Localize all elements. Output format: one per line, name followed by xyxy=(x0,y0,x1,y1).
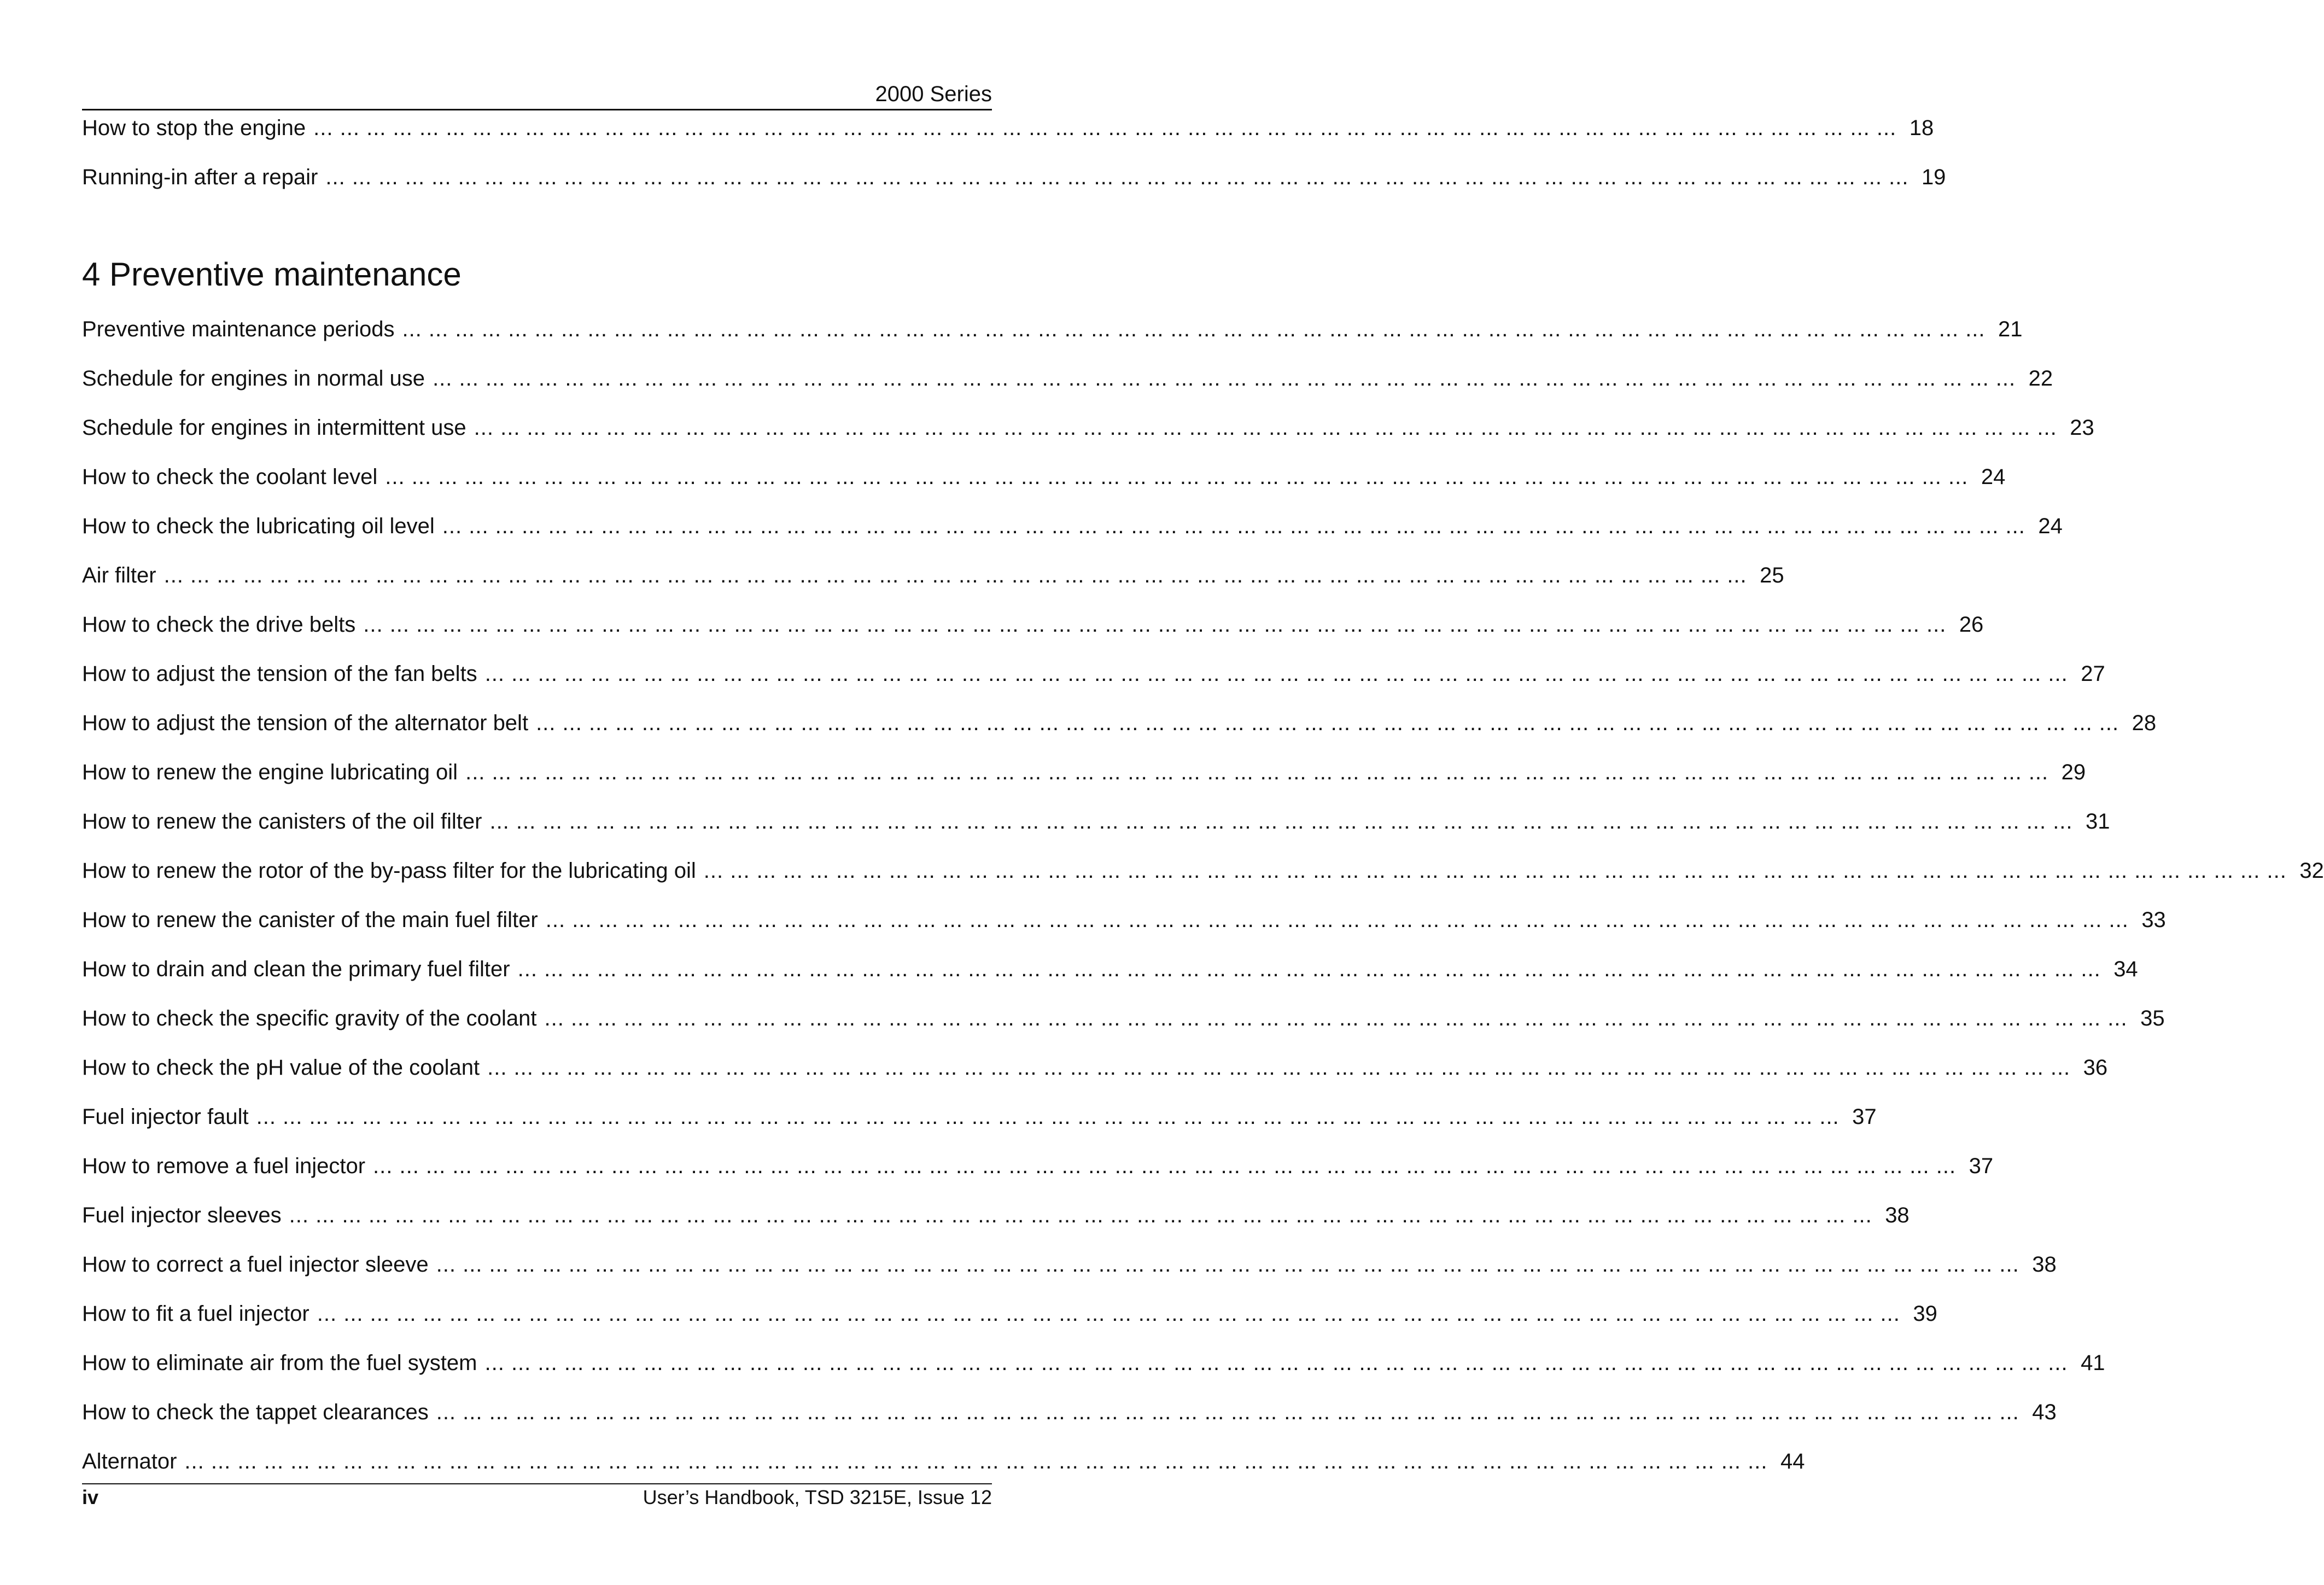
dot-leader: ... ... ... ... ... ... ... ... ... ... ... ... ... ... ... ... ... ... ... ... ... ... ... ... ... ... ... ... ... ... ... ... ... ... ... ... ... ... ... ... ... ... ... ... ... ... ... ... ... ... ... ... ... ... ... ... ... ... ... ... xyxy=(484,1351,2068,1375)
dot-leader: ... ... ... ... ... ... ... ... ... ... ... ... ... ... ... ... ... ... ... ... ... ... ... ... ... ... ... ... ... ... ... ... ... ... ... ... ... ... ... ... ... ... ... ... ... ... ... ... ... ... ... ... ... ... ... ... ... ... ... ... xyxy=(545,908,2129,932)
toc-entry-title: How to adjust the tension of the alternator belt xyxy=(82,711,529,735)
toc-entry-title: How to correct a fuel injector sleeve xyxy=(82,1252,429,1277)
dot-leader: ... ... ... ... ... ... ... ... ... ... ... ... ... ... ... ... ... ... ... ... ... ... ... ... ... ... ... ... ... ... ... ... ... ... ... ... ... ... ... ... ... ... ... ... ... ... ... ... ... ... ... ... ... ... ... ... ... ... ... ... xyxy=(363,613,1947,637)
toc-entry-title: Fuel injector sleeves xyxy=(82,1203,282,1227)
toc-entry-title: Schedule for engines in normal use xyxy=(82,366,425,391)
dot-leader: ... ... ... ... ... ... ... ... ... ... ... ... ... ... ... ... ... ... ... ... ... ... ... ... ... ... ... ... ... ... ... ... ... ... ... ... ... ... ... ... ... ... ... ... ... ... ... ... ... ... ... ... ... ... ... ... ... ... ... ... xyxy=(325,165,1909,189)
toc-entry-page: 37 xyxy=(1852,1105,1877,1129)
dot-leader: ... ... ... ... ... ... ... ... ... ... ... ... ... ... ... ... ... ... ... ... ... ... ... ... ... ... ... ... ... ... ... ... ... ... ... ... ... ... ... ... ... ... ... ... ... ... ... ... ... ... ... ... ... ... ... ... ... ... ... ... xyxy=(442,514,2025,538)
dot-leader: ... ... ... ... ... ... ... ... ... ... ... ... ... ... ... ... ... ... ... ... ... ... ... ... ... ... ... ... ... ... ... ... ... ... ... ... ... ... ... ... ... ... ... ... ... ... ... ... ... ... ... ... ... ... ... ... ... ... ... ... xyxy=(256,1105,1840,1129)
dot-leader: ... ... ... ... ... ... ... ... ... ... ... ... ... ... ... ... ... ... ... ... ... ... ... ... ... ... ... ... ... ... ... ... ... ... ... ... ... ... ... ... ... ... ... ... ... ... ... ... ... ... ... ... ... ... ... ... ... ... ... ... xyxy=(184,1449,1768,1473)
toc-entry-title: How to check the coolant level xyxy=(82,465,378,489)
toc-entry-page: 38 xyxy=(1885,1203,1910,1227)
toc-entry-page: 23 xyxy=(2070,416,2094,440)
footer-page-number: iv xyxy=(82,1486,99,1508)
toc-entry-title: How to remove a fuel injector xyxy=(82,1154,366,1178)
toc-entry-title: How to stop the engine xyxy=(82,116,306,140)
toc-entry-page: 32 xyxy=(2299,859,2324,883)
toc-entry[interactable] xyxy=(82,1350,2105,1399)
toc-entry-page: 29 xyxy=(2061,760,2086,784)
toc-entry-title: How to check the pH value of the coolant xyxy=(82,1056,480,1080)
toc-entry-title: How to renew the canisters of the oil filter xyxy=(82,809,482,834)
toc-entry[interactable] xyxy=(82,1104,1877,1153)
toc-entry-title: How to check the lubricating oil level xyxy=(82,514,435,538)
toc-entry-title: How to renew the canister of the main fuel filter xyxy=(82,908,538,932)
toc-entry-page: 36 xyxy=(2083,1056,2108,1080)
footer-rule xyxy=(82,1483,992,1484)
dot-leader: ... ... ... ... ... ... ... ... ... ... ... ... ... ... ... ... ... ... ... ... ... ... ... ... ... ... ... ... ... ... ... ... ... ... ... ... ... ... ... ... ... ... ... ... ... ... ... ... ... ... ... ... ... ... ... ... ... ... ... ... xyxy=(402,317,1986,341)
toc-entry[interactable] xyxy=(82,1202,1910,1251)
toc-entry-page: 24 xyxy=(2038,514,2063,538)
toc-entry-title: Preventive maintenance periods xyxy=(82,317,395,341)
dot-leader: ... ... ... ... ... ... ... ... ... ... ... ... ... ... ... ... ... ... ... ... ... ... ... ... ... ... ... ... ... ... ... ... ... ... ... ... ... ... ... ... ... ... ... ... ... ... ... ... ... ... ... ... ... ... ... ... ... ... ... ... xyxy=(544,1006,2128,1030)
toc-entry-page: 41 xyxy=(2081,1351,2105,1375)
dot-leader: ... ... ... ... ... ... ... ... ... ... ... ... ... ... ... ... ... ... ... ... ... ... ... ... ... ... ... ... ... ... ... ... ... ... ... ... ... ... ... ... ... ... ... ... ... ... ... ... ... ... ... ... ... ... ... ... ... ... ... ... xyxy=(465,760,2049,784)
dot-leader: ... ... ... ... ... ... ... ... ... ... ... ... ... ... ... ... ... ... ... ... ... ... ... ... ... ... ... ... ... ... ... ... ... ... ... ... ... ... ... ... ... ... ... ... ... ... ... ... ... ... ... ... ... ... ... ... ... ... ... ... xyxy=(489,809,2073,834)
toc-entry[interactable] xyxy=(82,464,2006,513)
dot-leader: ... ... ... ... ... ... ... ... ... ... ... ... ... ... ... ... ... ... ... ... ... ... ... ... ... ... ... ... ... ... ... ... ... ... ... ... ... ... ... ... ... ... ... ... ... ... ... ... ... ... ... ... ... ... ... ... ... ... ... ... xyxy=(484,662,2068,686)
toc-entry-page: 43 xyxy=(2032,1400,2057,1424)
chapter-toc-list xyxy=(82,316,2324,1497)
toc-entry-page: 39 xyxy=(1913,1302,1937,1326)
dot-leader: ... ... ... ... ... ... ... ... ... ... ... ... ... ... ... ... ... ... ... ... ... ... ... ... ... ... ... ... ... ... ... ... ... ... ... ... ... ... ... ... ... ... ... ... ... ... ... ... ... ... ... ... ... ... ... ... ... ... ... ... xyxy=(164,563,1747,587)
dot-leader: ... ... ... ... ... ... ... ... ... ... ... ... ... ... ... ... ... ... ... ... ... ... ... ... ... ... ... ... ... ... ... ... ... ... ... ... ... ... ... ... ... ... ... ... ... ... ... ... ... ... ... ... ... ... ... ... ... ... ... ... xyxy=(317,1302,1900,1326)
toc-entry[interactable] xyxy=(82,858,2324,907)
dot-leader: ... ... ... ... ... ... ... ... ... ... ... ... ... ... ... ... ... ... ... ... ... ... ... ... ... ... ... ... ... ... ... ... ... ... ... ... ... ... ... ... ... ... ... ... ... ... ... ... ... ... ... ... ... ... ... ... ... ... ... ... xyxy=(433,366,2016,391)
toc-entry[interactable] xyxy=(82,956,2138,1005)
dot-leader: ... ... ... ... ... ... ... ... ... ... ... ... ... ... ... ... ... ... ... ... ... ... ... ... ... ... ... ... ... ... ... ... ... ... ... ... ... ... ... ... ... ... ... ... ... ... ... ... ... ... ... ... ... ... ... ... ... ... ... ... xyxy=(385,465,1969,489)
dot-leader: ... ... ... ... ... ... ... ... ... ... ... ... ... ... ... ... ... ... ... ... ... ... ... ... ... ... ... ... ... ... ... ... ... ... ... ... ... ... ... ... ... ... ... ... ... ... ... ... ... ... ... ... ... ... ... ... ... ... ... ... xyxy=(474,416,2057,440)
toc-entry-page: 35 xyxy=(2140,1006,2165,1030)
toc-entry-page: 44 xyxy=(1780,1449,1805,1473)
toc-entry[interactable] xyxy=(82,1153,1994,1202)
toc-entry-title: Running-in after a repair xyxy=(82,165,318,189)
toc-entry-page: 18 xyxy=(1909,116,1934,140)
toc-entry[interactable] xyxy=(82,1054,2108,1104)
toc-entry[interactable] xyxy=(82,661,2105,710)
toc-entry-title: How to fit a fuel injector xyxy=(82,1302,310,1326)
toc-entry-title: How to drain and clean the primary fuel filter xyxy=(82,957,510,981)
toc-entry-page: 25 xyxy=(1760,563,1784,587)
dot-leader: ... ... ... ... ... ... ... ... ... ... ... ... ... ... ... ... ... ... ... ... ... ... ... ... ... ... ... ... ... ... ... ... ... ... ... ... ... ... ... ... ... ... ... ... ... ... ... ... ... ... ... ... ... ... ... ... ... ... ... ... xyxy=(487,1056,2071,1080)
chapter-heading: 4 Preventive maintenance xyxy=(82,256,462,293)
toc-entry-title: How to renew the rotor of the by-pass filter for the lubricating oil xyxy=(82,859,696,883)
toc-entry[interactable] xyxy=(82,710,2157,759)
dot-leader: ... ... ... ... ... ... ... ... ... ... ... ... ... ... ... ... ... ... ... ... ... ... ... ... ... ... ... ... ... ... ... ... ... ... ... ... ... ... ... ... ... ... ... ... ... ... ... ... ... ... ... ... ... ... ... ... ... ... ... ... xyxy=(703,859,2287,883)
toc-entry-title: How to check the tappet clearances xyxy=(82,1400,429,1424)
toc-entry-page: 34 xyxy=(2113,957,2138,981)
running-header: 2000 Series xyxy=(875,82,992,106)
toc-entry[interactable] xyxy=(82,1005,2165,1054)
toc-entry[interactable] xyxy=(82,164,1946,213)
toc-entry-title: Schedule for engines in intermittent use xyxy=(82,416,466,440)
toc-entry-title: How to eliminate air from the fuel system xyxy=(82,1351,477,1375)
toc-entry-page: 28 xyxy=(2132,711,2157,735)
toc-entry-title: How to adjust the tension of the fan belts xyxy=(82,662,477,686)
toc-entry-page: 31 xyxy=(2086,809,2110,834)
toc-entry-title: How to check the specific gravity of the coolant xyxy=(82,1006,537,1030)
dot-leader: ... ... ... ... ... ... ... ... ... ... ... ... ... ... ... ... ... ... ... ... ... ... ... ... ... ... ... ... ... ... ... ... ... ... ... ... ... ... ... ... ... ... ... ... ... ... ... ... ... ... ... ... ... ... ... ... ... ... ... ... xyxy=(373,1154,1957,1178)
toc-entry[interactable] xyxy=(82,365,2053,415)
toc-entry-page: 22 xyxy=(2028,366,2053,391)
toc-entry-page: 19 xyxy=(1921,165,1946,189)
toc-entry-page: 38 xyxy=(2032,1252,2057,1277)
toc-entry[interactable] xyxy=(82,1399,2057,1448)
toc-entry[interactable] xyxy=(82,513,2063,562)
toc-entry-title: Air filter xyxy=(82,563,156,587)
toc-entry-page: 26 xyxy=(1959,613,1984,637)
toc-entry[interactable] xyxy=(82,316,2023,365)
toc-entry-title: How to check the drive belts xyxy=(82,613,356,637)
dot-leader: ... ... ... ... ... ... ... ... ... ... ... ... ... ... ... ... ... ... ... ... ... ... ... ... ... ... ... ... ... ... ... ... ... ... ... ... ... ... ... ... ... ... ... ... ... ... ... ... ... ... ... ... ... ... ... ... ... ... ... ... xyxy=(536,711,2119,735)
toc-entry[interactable] xyxy=(82,611,1984,661)
dot-leader: ... ... ... ... ... ... ... ... ... ... ... ... ... ... ... ... ... ... ... ... ... ... ... ... ... ... ... ... ... ... ... ... ... ... ... ... ... ... ... ... ... ... ... ... ... ... ... ... ... ... ... ... ... ... ... ... ... ... ... ... xyxy=(517,957,2101,981)
toc-entry-title: Fuel injector fault xyxy=(82,1105,249,1129)
toc-entry[interactable] xyxy=(82,115,1934,164)
toc-entry-page: 21 xyxy=(1998,317,2023,341)
toc-entry[interactable] xyxy=(82,562,1784,611)
toc-entry-page: 33 xyxy=(2141,908,2166,932)
toc-entry[interactable] xyxy=(82,1251,2057,1301)
carryover-toc-list xyxy=(82,115,1946,213)
document-page xyxy=(82,0,2324,1585)
toc-entry-title: Alternator xyxy=(82,1449,177,1473)
toc-entry[interactable] xyxy=(82,759,2086,808)
dot-leader: ... ... ... ... ... ... ... ... ... ... ... ... ... ... ... ... ... ... ... ... ... ... ... ... ... ... ... ... ... ... ... ... ... ... ... ... ... ... ... ... ... ... ... ... ... ... ... ... ... ... ... ... ... ... ... ... ... ... ... ... xyxy=(289,1203,1872,1227)
dot-leader: ... ... ... ... ... ... ... ... ... ... ... ... ... ... ... ... ... ... ... ... ... ... ... ... ... ... ... ... ... ... ... ... ... ... ... ... ... ... ... ... ... ... ... ... ... ... ... ... ... ... ... ... ... ... ... ... ... ... ... ... xyxy=(436,1400,2019,1424)
toc-entry[interactable] xyxy=(82,808,2110,858)
toc-entry[interactable] xyxy=(82,1301,1937,1350)
toc-entry[interactable] xyxy=(82,415,2094,464)
toc-entry-page: 27 xyxy=(2081,662,2105,686)
dot-leader: ... ... ... ... ... ... ... ... ... ... ... ... ... ... ... ... ... ... ... ... ... ... ... ... ... ... ... ... ... ... ... ... ... ... ... ... ... ... ... ... ... ... ... ... ... ... ... ... ... ... ... ... ... ... ... ... ... ... ... ... xyxy=(313,116,1897,140)
footer-document-id: User’s Handbook, TSD 3215E, Issue 12 xyxy=(643,1486,992,1508)
header-rule xyxy=(82,109,992,110)
dot-leader: ... ... ... ... ... ... ... ... ... ... ... ... ... ... ... ... ... ... ... ... ... ... ... ... ... ... ... ... ... ... ... ... ... ... ... ... ... ... ... ... ... ... ... ... ... ... ... ... ... ... ... ... ... ... ... ... ... ... ... ... xyxy=(436,1252,2019,1277)
toc-entry-page: 24 xyxy=(1981,465,2006,489)
toc-entry-page: 37 xyxy=(1969,1154,1994,1178)
toc-entry-title: How to renew the engine lubricating oil xyxy=(82,760,458,784)
toc-entry[interactable] xyxy=(82,907,2166,956)
